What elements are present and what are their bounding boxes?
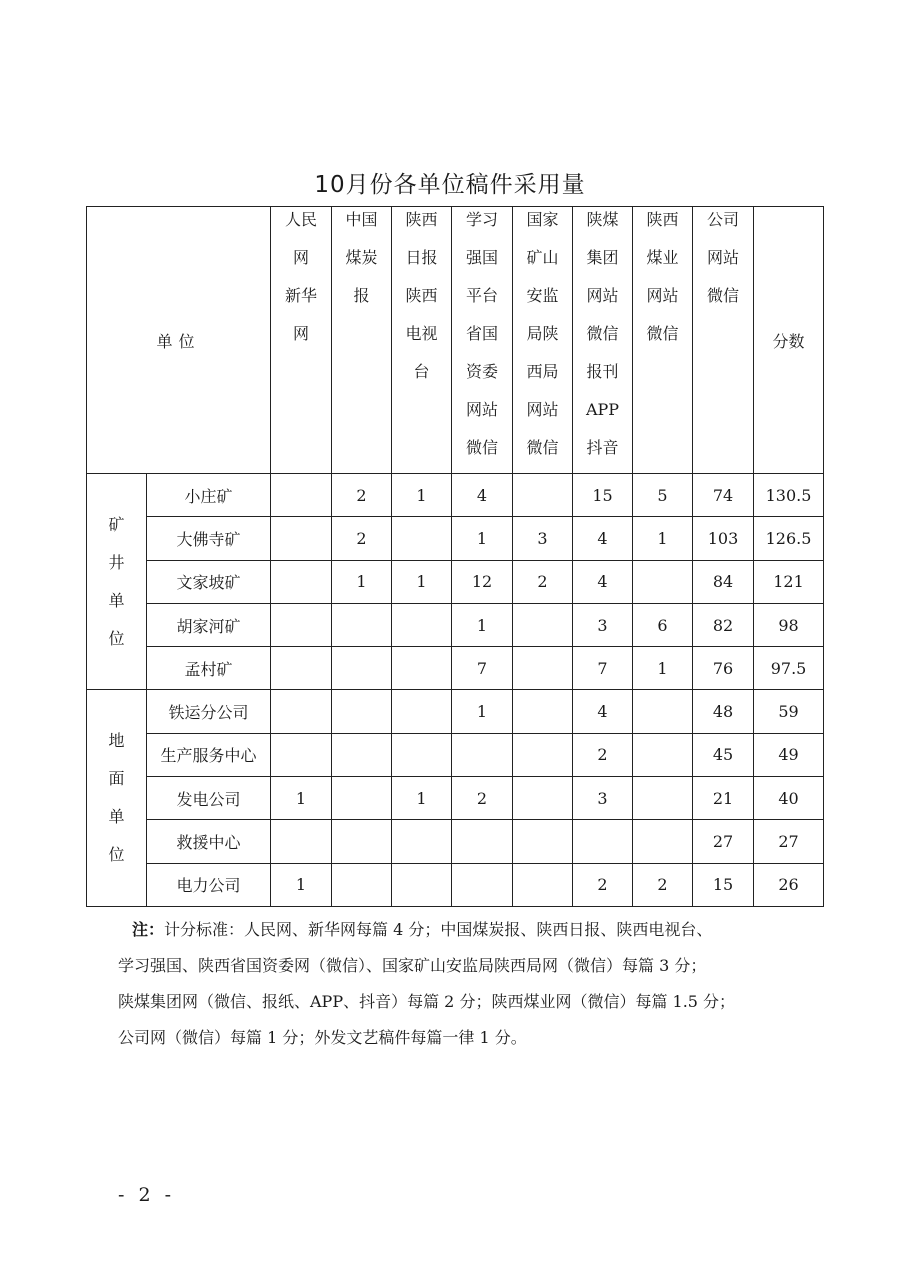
unit-name: 电力公司 xyxy=(147,863,271,906)
score-cell: 27 xyxy=(754,820,824,863)
unit-name: 生产服务中心 xyxy=(147,733,271,776)
column-header xyxy=(633,207,693,474)
table-row xyxy=(87,690,824,733)
unit-name: 文家坡矿 xyxy=(147,560,271,603)
column-header-line: 陕西 xyxy=(405,286,438,305)
count-cell: 1 xyxy=(452,603,513,646)
column-header-line: 网 xyxy=(293,248,310,267)
unit-name: 大佛寺矿 xyxy=(147,517,271,560)
count-cell: 2 xyxy=(573,863,633,906)
table-row xyxy=(87,863,824,906)
count-cell: 2 xyxy=(633,863,693,906)
count-cell xyxy=(392,820,452,863)
count-cell xyxy=(452,733,513,776)
count-cell xyxy=(392,863,452,906)
table-row xyxy=(87,517,824,560)
count-cell xyxy=(271,733,332,776)
table-row xyxy=(87,733,824,776)
note-line: 陕煤集团网（微信、报纸、APP、抖音）每篇 2 分；陕西煤业网（微信）每篇 1.5 分； xyxy=(118,992,736,1011)
column-header-line: 陕西 xyxy=(405,210,438,229)
column-header-line: 网站 xyxy=(646,286,679,305)
count-cell xyxy=(271,474,332,517)
column-header-line: 台 xyxy=(413,362,430,381)
group-label-char: 单 xyxy=(108,807,125,827)
group-label-char: 单 xyxy=(108,590,125,610)
count-cell: 84 xyxy=(693,560,754,603)
column-header-line: 国家 xyxy=(526,210,559,229)
column-header-line: 微信 xyxy=(707,286,740,305)
count-cell: 1 xyxy=(271,863,332,906)
count-cell: 15 xyxy=(573,474,633,517)
column-header-line: 陕煤 xyxy=(586,210,619,229)
count-cell xyxy=(573,820,633,863)
count-cell: 1 xyxy=(392,560,452,603)
count-cell: 2 xyxy=(332,517,392,560)
count-cell: 5 xyxy=(633,474,693,517)
count-cell: 3 xyxy=(573,777,633,820)
count-cell xyxy=(392,733,452,776)
count-cell: 82 xyxy=(693,603,754,646)
score-cell: 97.5 xyxy=(754,647,824,690)
column-header-line: 微信 xyxy=(586,324,619,343)
count-cell xyxy=(332,690,392,733)
unit-name: 铁运分公司 xyxy=(147,690,271,733)
group-label-char: 位 xyxy=(108,628,125,648)
group-label xyxy=(87,690,147,906)
column-header xyxy=(392,207,452,474)
count-cell xyxy=(452,863,513,906)
count-cell xyxy=(513,690,573,733)
column-header-line: 局陕 xyxy=(526,324,559,343)
header-row xyxy=(87,207,824,474)
note-line: 学习强国、陕西省国资委网（微信）、国家矿山安监局陕西局网（微信）每篇 3 分； xyxy=(118,956,707,975)
column-header-line: 集团 xyxy=(586,248,619,267)
count-cell xyxy=(633,820,693,863)
column-header-line: 电视 xyxy=(405,324,438,343)
count-cell: 4 xyxy=(573,560,633,603)
count-cell: 2 xyxy=(513,560,573,603)
scoring-note xyxy=(118,912,818,1056)
note-label: 注： xyxy=(132,920,165,939)
count-cell: 27 xyxy=(693,820,754,863)
group-label-char: 井 xyxy=(108,552,125,572)
count-cell: 103 xyxy=(693,517,754,560)
column-header-line: 资委 xyxy=(466,362,499,381)
unit-name: 小庄矿 xyxy=(147,474,271,517)
count-cell: 7 xyxy=(452,647,513,690)
count-cell: 4 xyxy=(573,517,633,560)
count-cell xyxy=(332,820,392,863)
count-cell xyxy=(332,647,392,690)
column-header-line: 网站 xyxy=(526,400,559,419)
group-label xyxy=(87,474,147,690)
column-header-line: 网 xyxy=(293,324,310,343)
column-header-line: 强国 xyxy=(466,248,499,267)
column-header-line: 人民 xyxy=(285,210,318,229)
column-header-line: 矿山 xyxy=(526,248,559,267)
count-cell xyxy=(633,690,693,733)
count-cell: 1 xyxy=(452,517,513,560)
column-header-line: 公司 xyxy=(707,210,740,229)
score-cell: 40 xyxy=(754,777,824,820)
column-header-line: 安监 xyxy=(526,286,559,305)
score-cell: 49 xyxy=(754,733,824,776)
count-cell: 1 xyxy=(633,517,693,560)
column-header-line: 煤炭 xyxy=(345,248,378,267)
unit-name: 发电公司 xyxy=(147,777,271,820)
score-table xyxy=(86,206,824,907)
score-cell: 130.5 xyxy=(754,474,824,517)
count-cell: 7 xyxy=(573,647,633,690)
count-cell: 2 xyxy=(332,474,392,517)
score-cell: 26 xyxy=(754,863,824,906)
score-cell: 126.5 xyxy=(754,517,824,560)
column-header-line: 新华 xyxy=(285,286,318,305)
page-title: 10月份各单位稿件采用量 xyxy=(314,172,586,198)
unit-name: 孟村矿 xyxy=(147,647,271,690)
score-cell: 121 xyxy=(754,560,824,603)
column-header xyxy=(693,207,754,474)
group-label-char: 面 xyxy=(108,769,125,789)
count-cell xyxy=(513,474,573,517)
column-header-line: 陕西 xyxy=(646,210,679,229)
column-header-line: 西局 xyxy=(526,362,559,381)
count-cell: 1 xyxy=(271,777,332,820)
count-cell xyxy=(513,733,573,776)
count-cell: 2 xyxy=(452,777,513,820)
column-header-line: 报 xyxy=(353,286,370,305)
count-cell: 45 xyxy=(693,733,754,776)
note-line xyxy=(118,912,818,948)
count-cell: 15 xyxy=(693,863,754,906)
count-cell xyxy=(332,733,392,776)
table-row xyxy=(87,647,824,690)
column-header-line: 网站 xyxy=(586,286,619,305)
score-cell: 59 xyxy=(754,690,824,733)
score-cell: 98 xyxy=(754,603,824,646)
count-cell xyxy=(392,517,452,560)
count-cell xyxy=(332,603,392,646)
count-cell xyxy=(633,733,693,776)
column-header-line: 微信 xyxy=(466,438,499,457)
unit-name: 救援中心 xyxy=(147,820,271,863)
count-cell: 1 xyxy=(332,560,392,603)
count-cell xyxy=(271,560,332,603)
count-cell xyxy=(271,690,332,733)
note-line: 公司网（微信）每篇 1 分；外发文艺稿件每篇一律 1 分。 xyxy=(118,1028,527,1047)
column-header-line: 网站 xyxy=(466,400,499,419)
column-header-line: APP xyxy=(585,400,620,419)
table-row xyxy=(87,777,824,820)
column-header xyxy=(271,207,332,474)
count-cell xyxy=(332,777,392,820)
count-cell xyxy=(271,820,332,863)
count-cell xyxy=(633,560,693,603)
column-header-line: 中国 xyxy=(345,210,378,229)
count-cell xyxy=(332,863,392,906)
count-cell xyxy=(513,603,573,646)
count-cell xyxy=(513,863,573,906)
unit-name: 胡家河矿 xyxy=(147,603,271,646)
column-header-line: 抖音 xyxy=(586,438,619,457)
page-number: - 2 - xyxy=(118,1184,176,1206)
count-cell: 2 xyxy=(573,733,633,776)
table-row xyxy=(87,820,824,863)
column-header-line: 平台 xyxy=(466,286,499,305)
column-header-line: 煤业 xyxy=(646,248,679,267)
count-cell: 1 xyxy=(392,777,452,820)
column-header xyxy=(573,207,633,474)
column-header xyxy=(513,207,573,474)
column-header-line: 网站 xyxy=(707,248,740,267)
column-header-line: 微信 xyxy=(526,438,559,457)
count-cell: 4 xyxy=(452,474,513,517)
count-cell: 1 xyxy=(392,474,452,517)
count-cell xyxy=(452,820,513,863)
column-header-line: 学习 xyxy=(466,210,499,229)
count-cell: 12 xyxy=(452,560,513,603)
count-cell: 74 xyxy=(693,474,754,517)
count-cell xyxy=(392,603,452,646)
note-line-text: 计分标准：人民网、新华网每篇 4 分；中国煤炭报、陕西日报、陕西电视台、 xyxy=(164,920,713,939)
count-cell xyxy=(271,647,332,690)
count-cell: 21 xyxy=(693,777,754,820)
group-label-char: 矿 xyxy=(108,514,125,534)
column-header xyxy=(452,207,513,474)
count-cell xyxy=(513,777,573,820)
count-cell xyxy=(513,820,573,863)
column-header-line: 省国 xyxy=(466,324,499,343)
group-label-char: 位 xyxy=(108,845,125,865)
count-cell xyxy=(513,647,573,690)
column-header xyxy=(332,207,392,474)
count-cell: 3 xyxy=(513,517,573,560)
unit-header: 单位 xyxy=(87,207,271,474)
count-cell: 1 xyxy=(633,647,693,690)
column-header-line: 日报 xyxy=(405,248,438,267)
count-cell xyxy=(271,603,332,646)
score-header: 分数 xyxy=(754,207,824,474)
count-cell xyxy=(271,517,332,560)
count-cell: 4 xyxy=(573,690,633,733)
group-label-char: 地 xyxy=(108,731,125,751)
count-cell: 6 xyxy=(633,603,693,646)
count-cell: 76 xyxy=(693,647,754,690)
count-cell: 1 xyxy=(452,690,513,733)
column-header-line: 微信 xyxy=(646,324,679,343)
table-row xyxy=(87,560,824,603)
count-cell xyxy=(392,690,452,733)
table-row xyxy=(87,603,824,646)
table-row xyxy=(87,474,824,517)
count-cell xyxy=(392,647,452,690)
column-header-line: 报刊 xyxy=(586,362,619,381)
count-cell: 3 xyxy=(573,603,633,646)
count-cell: 48 xyxy=(693,690,754,733)
count-cell xyxy=(633,777,693,820)
